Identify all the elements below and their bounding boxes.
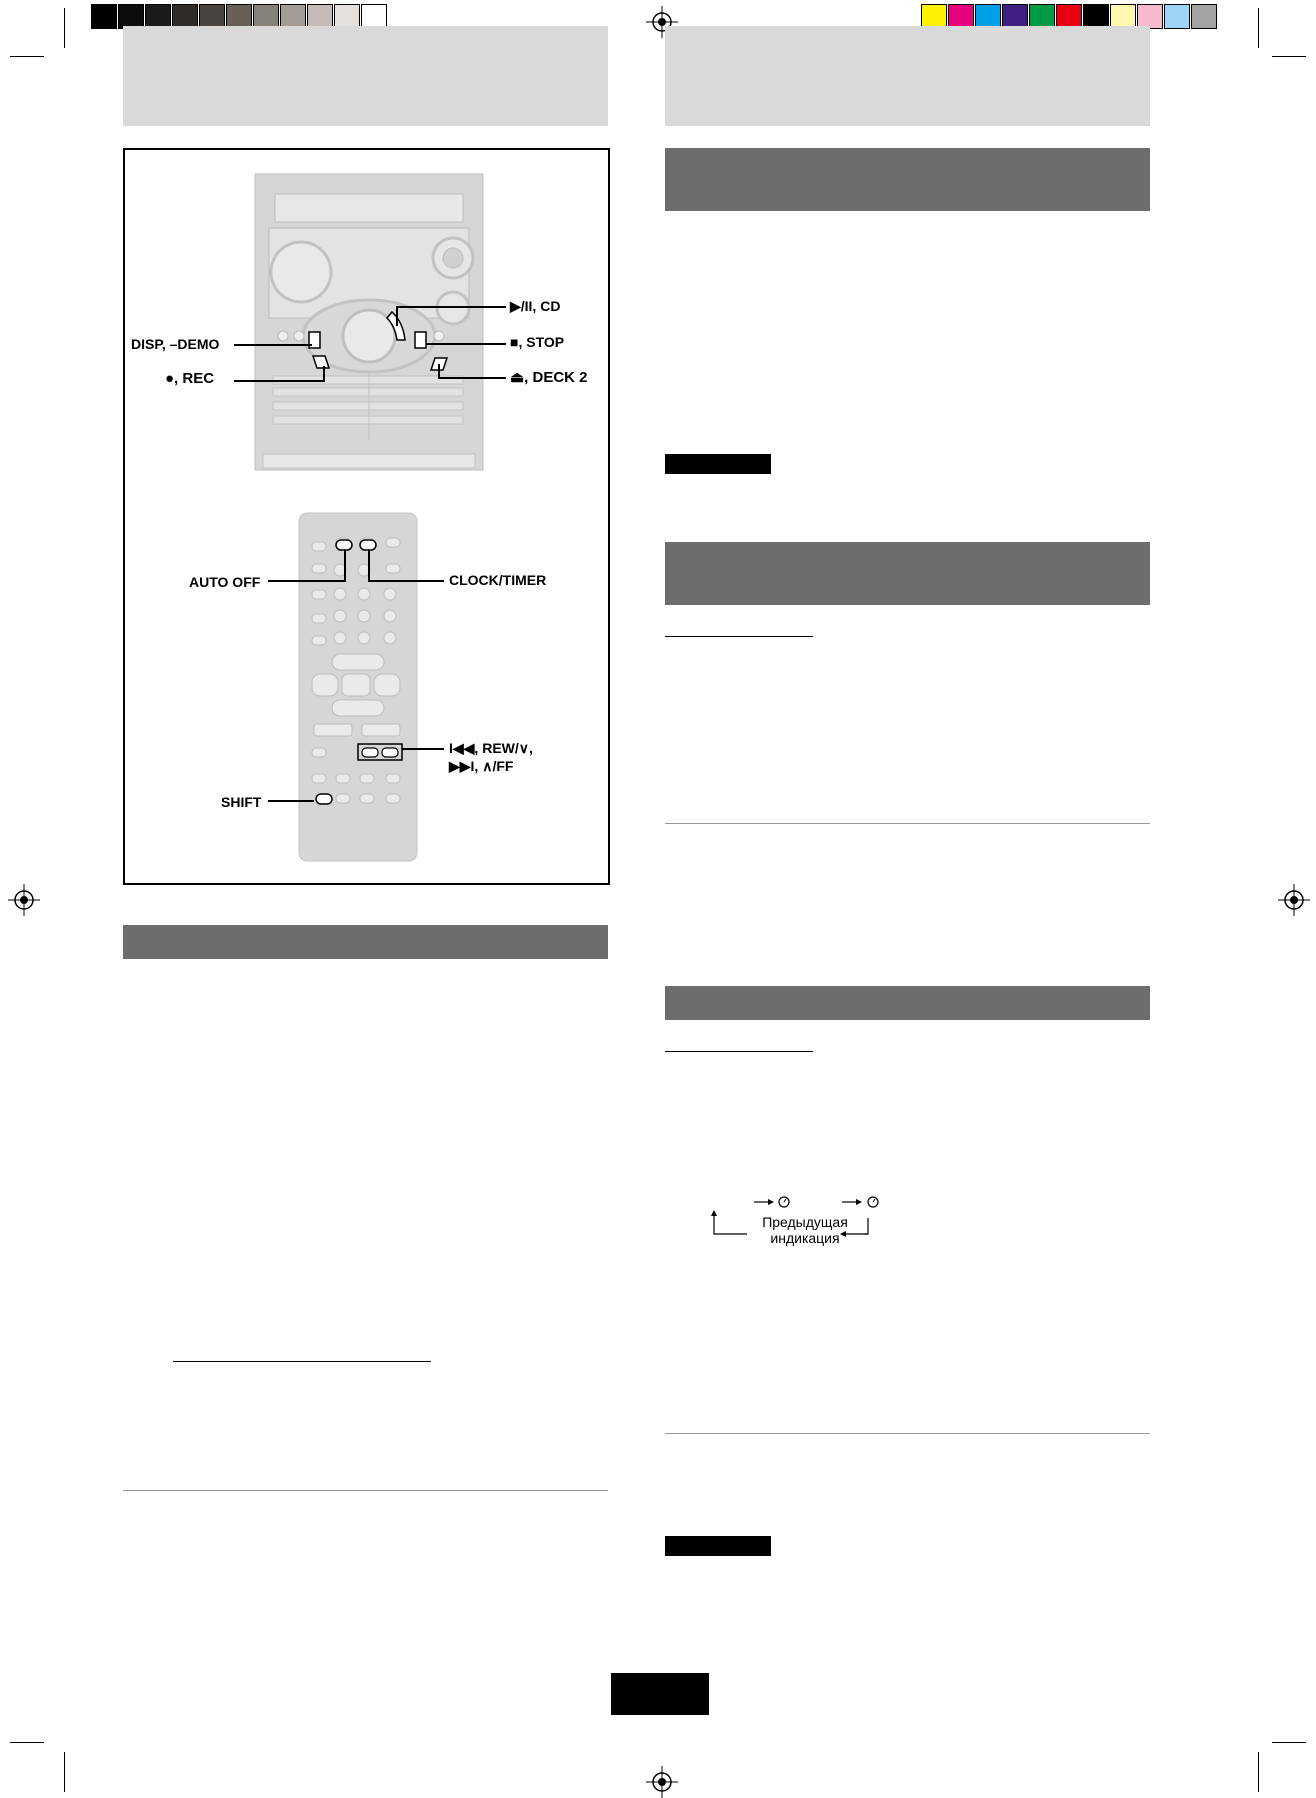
section-heading-bar <box>665 542 1150 605</box>
stereo-unit-illustration <box>253 172 485 476</box>
callout-line <box>438 377 506 379</box>
callout-line <box>368 550 370 582</box>
registration-mark-icon <box>1278 884 1310 916</box>
callout-line <box>438 364 440 379</box>
callout-line <box>268 800 314 802</box>
callout-line <box>234 344 312 346</box>
color-swatch <box>91 4 117 29</box>
label-auto-off: AUTO OFF <box>189 574 261 590</box>
callout-line <box>268 580 346 582</box>
callout-line <box>402 748 444 750</box>
crop-mark <box>64 1752 65 1792</box>
callout-line <box>368 580 444 582</box>
callout-line <box>396 306 506 308</box>
registration-mark-icon <box>646 1766 678 1798</box>
label-play-cd: ▶/II, CD <box>510 298 561 314</box>
color-swatch <box>1164 4 1190 29</box>
display-cycle-label-line1: Предыдущая <box>762 1214 848 1230</box>
callout-line <box>426 343 506 345</box>
registration-mark-icon <box>8 884 40 916</box>
callout-line <box>344 550 346 582</box>
crop-mark <box>10 1742 44 1743</box>
label-clock-timer: CLOCK/TIMER <box>449 572 547 588</box>
crop-mark <box>1258 8 1259 48</box>
label-stop: ■, STOP <box>510 334 565 350</box>
crop-mark <box>1272 56 1306 57</box>
label-eject-deck2: ⏏, DECK 2 <box>510 369 588 386</box>
label-rew: I◀◀, REW/∨, <box>449 740 533 756</box>
label-disp-demo: DISP, –DEMO <box>131 336 220 352</box>
section-heading-bar <box>665 986 1150 1020</box>
subsection-underline <box>173 1361 431 1362</box>
label-ff: ▶▶I, ∧/FF <box>449 758 514 774</box>
section-divider <box>665 1433 1150 1434</box>
label-shift: SHIFT <box>221 794 262 810</box>
section-divider <box>665 823 1150 824</box>
note-tag <box>665 454 771 474</box>
header-block-left <box>123 26 608 126</box>
display-cycle-label-line2: индикация <box>770 1230 840 1246</box>
note-tag <box>665 1536 771 1556</box>
header-block-right <box>665 26 1150 126</box>
color-swatch <box>1191 4 1217 29</box>
crop-mark <box>64 8 65 48</box>
subsection-underline <box>665 1051 813 1052</box>
section-divider <box>123 1490 608 1491</box>
crop-mark <box>1258 1752 1259 1792</box>
crop-mark <box>1272 1742 1306 1743</box>
remote-control-illustration <box>298 512 418 862</box>
crop-mark <box>10 56 44 57</box>
subsection-underline <box>665 636 813 637</box>
callout-line <box>234 380 324 382</box>
callout-line <box>396 306 398 326</box>
section-heading-bar <box>123 925 608 959</box>
section-heading-bar <box>665 148 1150 211</box>
label-rec: ●, REC <box>165 370 215 387</box>
page-number-box <box>611 1673 709 1715</box>
display-cycle-label <box>745 1214 865 1246</box>
callout-line <box>323 366 325 382</box>
